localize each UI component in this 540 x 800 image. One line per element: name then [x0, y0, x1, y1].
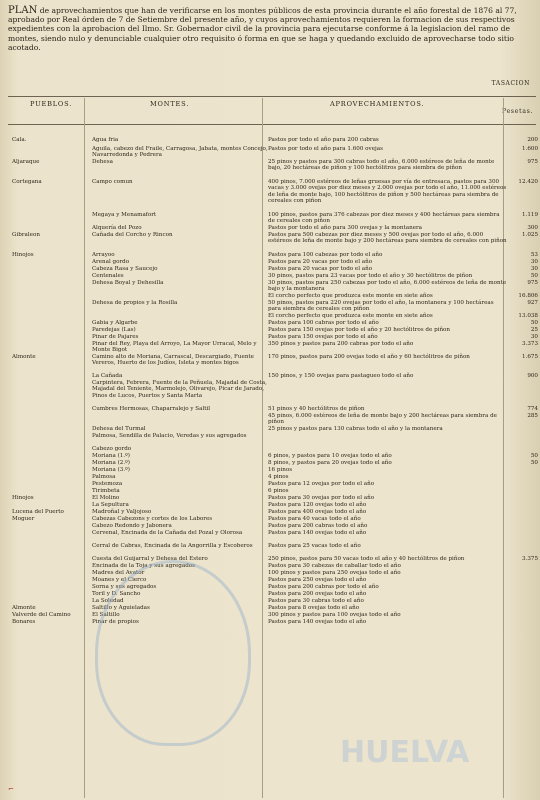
- aprovechamiento-cell: Pastos para 25 vacas todo el año: [268, 543, 361, 549]
- margin-mark: ⌐: [8, 785, 14, 793]
- monte-cell: La Sepultura: [92, 502, 129, 508]
- monte-cell: El Saltillo: [92, 612, 120, 618]
- monte-cell: Dehesa del Turmal: [92, 426, 146, 432]
- aprovechamiento-cell: Pastos para 140 ovejas todo el año: [268, 530, 367, 536]
- aprovechamiento-cell: Pastos para 100 cabezas por todo el año: [268, 252, 383, 258]
- monte-cell: Toril y D. Sancho: [92, 591, 141, 597]
- pueblo-cell: Hinojos: [12, 495, 34, 501]
- monte-cell: Gabia y Algarbe: [92, 320, 138, 326]
- aprovechamiento-cell: 25 pinos y pastos para 130 cabras todo el año y la montanera: [268, 426, 443, 432]
- monte-cell: Arenal gordo: [92, 259, 130, 265]
- monte-cell: Cañada del Corcho y Rincon: [92, 232, 173, 238]
- aprovechamiento-cell: 45 pinos, 6.000 estéreos de leña de monte bajo y 200 hectáreas para siembra de piñon: [268, 413, 497, 426]
- table-row: [8, 354, 538, 373]
- aprovechamiento-cell: Pastos para 150 ovejas por todo el año y 20 hectólitros de piñon: [268, 327, 451, 333]
- monte-cell: Moanes y el Cierco: [92, 577, 147, 583]
- monte-cell: Palmosa: [92, 474, 116, 480]
- pesetas-cell: 12.420: [518, 179, 538, 185]
- table-row: [8, 159, 538, 179]
- table-row: [8, 530, 538, 543]
- table-row: [8, 543, 538, 556]
- table-row: [8, 293, 538, 300]
- table-row: [8, 460, 538, 467]
- monte-cell: Carpintera, Febrera, Fuente de la Peñuela, Majadal de Costa, Majadal del Teniente, Marmolejo, Olivarejo, Picar de Jarado, Pinos de Lucos, Puertos y Santa Marta: [92, 380, 267, 399]
- table-row: [8, 605, 538, 612]
- monte-cell: Campo comun: [92, 179, 133, 185]
- table-row: [8, 259, 538, 266]
- monte-cell: Dehesa: [92, 159, 113, 165]
- aprovechamiento-cell: Pastos para 150 ovejas por todo el año: [268, 334, 378, 340]
- pesetas-cell: 13.038: [518, 313, 538, 319]
- header-pueblos: PUEBLOS.: [30, 100, 73, 108]
- table-row: [8, 467, 538, 474]
- aprovechamiento-cell: Pastos por todo el año para 1.600 ovejas: [268, 146, 383, 152]
- aprovechamiento-cell: 30 pinos, pastos para 23 vacas por todo el año y 30 hectólitros de piñon: [268, 273, 473, 279]
- monte-cell: Tirimbeta: [92, 488, 120, 494]
- table-row: [8, 481, 538, 488]
- pesetas-cell: 3.373: [521, 341, 538, 347]
- monte-cell: Cabezo Redondo y Jabonera: [92, 523, 172, 529]
- pesetas-cell: 774: [527, 406, 538, 412]
- table-row: [8, 373, 538, 380]
- table-row: [8, 266, 538, 273]
- monte-cell: La Soledad: [92, 598, 124, 604]
- pueblo-cell: Aljaraque: [12, 159, 40, 165]
- pesetas-cell: 3.375: [521, 556, 538, 562]
- table-row: [8, 433, 538, 446]
- monte-cell: Megaya y Menamafort: [92, 212, 157, 218]
- monte-cell: Madroñal y Valjojoso: [92, 509, 152, 515]
- aprovechamiento-cell: Pastos para 250 ovejas todo el año: [268, 577, 367, 583]
- table-row: [8, 426, 538, 433]
- plan-table: [8, 137, 538, 626]
- pesetas-cell: 300: [527, 225, 538, 231]
- table-row: [8, 380, 538, 406]
- aprovechamiento-cell: 100 pinos y pastos para 250 ovejas todo el año: [268, 570, 401, 576]
- intro-paragraph: [8, 6, 528, 52]
- table-row: [8, 232, 538, 252]
- monte-cell: Pestemoza: [92, 481, 123, 487]
- aprovechamiento-cell: 51 pinos y 40 hectólitros de piñon: [268, 406, 365, 412]
- table-row: [8, 334, 538, 341]
- aprovechamiento-cell: Pastos para 100 cabras por todo el año: [268, 320, 379, 326]
- monte-cell: La Cañada: [92, 373, 123, 379]
- header-pesetas: Pesetas.: [502, 108, 534, 115]
- aprovechamiento-cell: 8 pinos, y pastos para 20 ovejas todo el año: [268, 460, 392, 466]
- monte-cell: Cervenal, Encinada de la Cañada del Pozal y Olorosa: [92, 530, 243, 536]
- aprovechamiento-cell: Pastos para 30 cabras todo el año: [268, 598, 364, 604]
- table-row: [8, 509, 538, 516]
- pesetas-cell: 1.119: [521, 212, 538, 218]
- monte-cell: Palmosa, Sendilla de Palacio, Veredas y sus agregados: [92, 433, 247, 439]
- pesetas-cell: 285: [527, 413, 538, 419]
- pesetas-cell: 50: [530, 320, 538, 326]
- table-row: [8, 225, 538, 232]
- table-row: [8, 495, 538, 502]
- table-row: [8, 474, 538, 481]
- aprovechamiento-cell: 400 pinos, 7.000 estéreos de leñas gruesas por vía de entresaca, pastos para 300 vacas y 3.000 ovejas por diez meses y 2.000 ovejas por todo el año, 11.000 estéreos de leña de monte bajo, 100 hectólitros de piñon y 500 hectáreas para siembra de cereales con piñon: [268, 179, 507, 205]
- aprovechamiento-cell: 170 pinos, pastos para 200 ovejas todo el año y 60 hectólitros de piñon: [268, 354, 470, 360]
- table-row: [8, 598, 538, 605]
- aprovechamiento-cell: El corcho perfecto que produzca este monte en siete años: [268, 293, 433, 299]
- intro-lead: PLAN: [8, 5, 38, 16]
- aprovechamiento-cell: 6 pinos, y pastos para 10 ovejas todo el año: [268, 453, 392, 459]
- pueblo-cell: Almonte: [12, 605, 36, 611]
- pesetas-cell: 30: [530, 266, 538, 272]
- intro-text: de aprovechamientos que han de verificarse en los montes públicos de esta provincia durante el año forestal de 1876 al 77, aprobado por Real órden de 7 de Setiembre del presente año, y cuyos aprovechamientos requieren la formacion de sus respectivos expedientes con la aprobacion del Ilmo. Sr. Gobernador civil de la provincia para ejecutarse conforme á la legislacion del ramo de montes, siendo nulo y denunciable cualquier otro requisito ó forma en que se haga y quedando excluido de aprovecharse todo sitio acotado.: [8, 6, 517, 52]
- table-row: [8, 584, 538, 591]
- table-row: [8, 406, 538, 413]
- monte-cell: Dehesa Boyal y Dehesilla: [92, 280, 164, 286]
- aprovechamiento-cell: 6 pinos: [268, 488, 289, 494]
- table-row: [8, 320, 538, 327]
- pesetas-cell: 927: [527, 300, 538, 306]
- monte-cell: Cabeza Rasa y Saucejo: [92, 266, 158, 272]
- pesetas-cell: 1.675: [521, 354, 538, 360]
- table-row: [8, 556, 538, 563]
- pesetas-cell: 30: [530, 259, 538, 265]
- monte-cell: Encinada de la Toja y sus agregados: [92, 563, 196, 569]
- pesetas-cell: 50: [530, 460, 538, 466]
- monte-cell: Alquería del Pozo: [92, 225, 142, 231]
- aprovechamiento-cell: 350 pinos y pastos para 200 cabras por todo el año: [268, 341, 414, 347]
- aprovechamiento-cell: 100 pinos, pastos para 376 cabezas por diez meses y 400 hectáreas para siembra de cereales con piñon: [268, 212, 500, 225]
- table-row: [8, 502, 538, 509]
- aprovechamiento-cell: El corcho perfecto que produzca este monte en siete años: [268, 313, 433, 319]
- monte-cell: Cerral de Cabras, Encinada de la Angorrilla y Escoberos: [92, 543, 253, 549]
- monte-cell: Cabezas Cabezons y cortes de los Labores: [92, 516, 213, 522]
- pueblo-cell: Hinojos: [12, 252, 34, 258]
- pueblo-cell: Bonares: [12, 619, 36, 625]
- pueblo-cell: Gibraleon: [12, 232, 40, 238]
- table-row: [8, 313, 538, 320]
- pesetas-cell: 30: [530, 334, 538, 340]
- pueblo-cell: Moguer: [12, 516, 35, 522]
- aprovechamiento-cell: Pastos por todo el año para 300 ovejas y la montanera: [268, 225, 423, 231]
- aprovechamiento-cell: 50 pinos, pastos para 220 ovejas por todo el año, la montanera y 100 hectáreas para siembra de cereales con piñon: [268, 300, 494, 313]
- pesetas-cell: 50: [530, 273, 538, 279]
- table-row: [8, 619, 538, 626]
- aprovechamiento-cell: Pastos para 200 cabras por todo el año: [268, 584, 379, 590]
- aprovechamiento-cell: 300 pinos y pastos para 100 ovejas todo el año: [268, 612, 401, 618]
- monte-cell: Agua fria: [92, 137, 119, 143]
- aprovechamiento-cell: Pastos para 200 cabras todo el año: [268, 523, 368, 529]
- table-row: [8, 563, 538, 570]
- table-row: [8, 146, 538, 159]
- table-row: [8, 179, 538, 212]
- aprovechamiento-cell: Pastos para 8 ovejas todo el año: [268, 605, 360, 611]
- monte-cell: Arrayoo: [92, 252, 115, 258]
- monte-cell: Paredejas (Las): [92, 327, 136, 333]
- aprovechamiento-cell: 250 pinos, pastos para 50 vacas todo el año y 40 hectólitros de piñon: [268, 556, 465, 562]
- table-row: [8, 137, 538, 146]
- monte-cell: Saltillo y Aguieladas: [92, 605, 150, 611]
- header-top-rule: [8, 96, 536, 97]
- monte-cell: Camino alto de Moriana, Carrascal, Descargiado, Fuente Vereros, Huerto de los Judíos, Isleta y montes bigos: [92, 354, 254, 367]
- aprovechamiento-cell: Pastos para 140 ovejas todo el año: [268, 619, 367, 625]
- aprovechamiento-cell: Pastos para 20 vacas por todo el año: [268, 259, 373, 265]
- pesetas-cell: 50: [530, 453, 538, 459]
- table-row: [8, 280, 538, 293]
- table-row: [8, 446, 538, 453]
- monte-cell: Moriana (3.º): [92, 467, 130, 473]
- table-row: [8, 327, 538, 334]
- aprovechamiento-cell: 150 pinos, y 150 ovejas para pastagueo todo el año: [268, 373, 414, 379]
- table-row: [8, 570, 538, 577]
- monte-cell: Centenales: [92, 273, 124, 279]
- aprovechamiento-cell: Pastos para 500 cabezas por diez meses y 500 ovejas por todo el año, 6.000 estéreos de leña de monte bajo y 200 hectáreas para siembra de cereales con piñon: [268, 232, 507, 245]
- aprovechamiento-cell: 25 pinos y pastos para 300 cabras todo el año, 6.000 estéreos de leña de monte bajo, 20 hectáreas de piñon y 100 hectólitros para siembra de piñon: [268, 159, 495, 172]
- table-row: [8, 591, 538, 598]
- monte-cell: Pinar de propios: [92, 619, 139, 625]
- aprovechamiento-cell: Pastos para 20 vacas por todo el año: [268, 266, 373, 272]
- tasacion-header: TASACION: [491, 80, 530, 87]
- pesetas-cell: 200: [527, 137, 538, 143]
- aprovechamiento-cell: Pastos para 40 vacas todo el año: [268, 516, 361, 522]
- pesetas-cell: 16.806: [518, 293, 538, 299]
- table-row: [8, 252, 538, 259]
- aprovechamiento-cell: 30 pinos, pastos para 250 cabezas por todo el año, 6.000 estéreos de leña de monte bajo y la montanera: [268, 280, 507, 293]
- aprovechamiento-cell: Pastos por todo el año para 200 cabras: [268, 137, 379, 143]
- monte-cell: Dehesa de propios y la Rosilla: [92, 300, 178, 306]
- monte-cell: Aguila, cabezo del Fraile, Carragosa, Jabata, montes Concejo, Navarredonda y Pedrera: [92, 146, 268, 159]
- monte-cell: Pinar de Pajares: [92, 334, 139, 340]
- monte-cell: Cabezo gordo: [92, 446, 132, 452]
- aprovechamiento-cell: Pastos para 400 ovejas todo el año: [268, 509, 367, 515]
- header-aprovechamientos: APROVECHAMIENTOS.: [330, 100, 425, 108]
- table-row: [8, 577, 538, 584]
- monte-cell: Moriana (1.º): [92, 453, 130, 459]
- pesetas-cell: 1.025: [521, 232, 538, 238]
- pesetas-cell: 975: [527, 159, 538, 165]
- monte-cell: Pinar del Rey, Playa del Arroyo, La Mayor Urracal, Melo y Monte Bigot: [92, 341, 257, 354]
- monte-cell: Cuesta del Guijarral y Dehesa del Estero: [92, 556, 208, 562]
- pesetas-cell: 1.600: [521, 146, 538, 152]
- pesetas-cell: 25: [530, 327, 538, 333]
- pesetas-cell: 975: [527, 280, 538, 286]
- table-row: [8, 212, 538, 225]
- archive-watermark: HUELVA: [340, 735, 470, 770]
- header-montes: MONTES.: [150, 100, 190, 108]
- aprovechamiento-cell: Pastos para 12 ovejas por todo el año: [268, 481, 375, 487]
- monte-cell: El Molino: [92, 495, 120, 501]
- aprovechamiento-cell: Pastos para 30 ovejas por todo el año: [268, 495, 375, 501]
- table-row: [8, 516, 538, 523]
- pueblo-cell: Cortegana: [12, 179, 42, 185]
- monte-cell: Madres del Avator: [92, 570, 145, 576]
- pesetas-cell: 900: [527, 373, 538, 379]
- table-row: [8, 523, 538, 530]
- header-bottom-rule: [8, 124, 536, 125]
- aprovechamiento-cell: Pastos para 30 cabezas de caballar todo el año: [268, 563, 401, 569]
- pesetas-cell: 53: [530, 252, 538, 258]
- table-row: [8, 612, 538, 619]
- monte-cell: Sorna y sus agregados: [92, 584, 157, 590]
- table-row: [8, 341, 538, 354]
- aprovechamiento-cell: 16 pinos: [268, 467, 293, 473]
- table-row: [8, 273, 538, 280]
- monte-cell: Moriana (2.º): [92, 460, 130, 466]
- pueblo-cell: Cala.: [12, 137, 27, 143]
- table-row: [8, 300, 538, 313]
- monte-cell: Cumbres Hermosas, Chaparralejo y Saltil: [92, 406, 211, 412]
- aprovechamiento-cell: Pastos para 200 ovejas todo el año: [268, 591, 367, 597]
- table-row: [8, 413, 538, 426]
- aprovechamiento-cell: Pastos para 120 ovejas todo el año: [268, 502, 367, 508]
- aprovechamiento-cell: 4 pinos: [268, 474, 289, 480]
- pueblo-cell: Valverde del Camino: [12, 612, 71, 618]
- archive-seal-watermark: [95, 560, 251, 746]
- table-row: [8, 488, 538, 495]
- table-row: [8, 453, 538, 460]
- pueblo-cell: Almonte: [12, 354, 36, 360]
- pueblo-cell: Lucena del Puerto: [12, 509, 64, 515]
